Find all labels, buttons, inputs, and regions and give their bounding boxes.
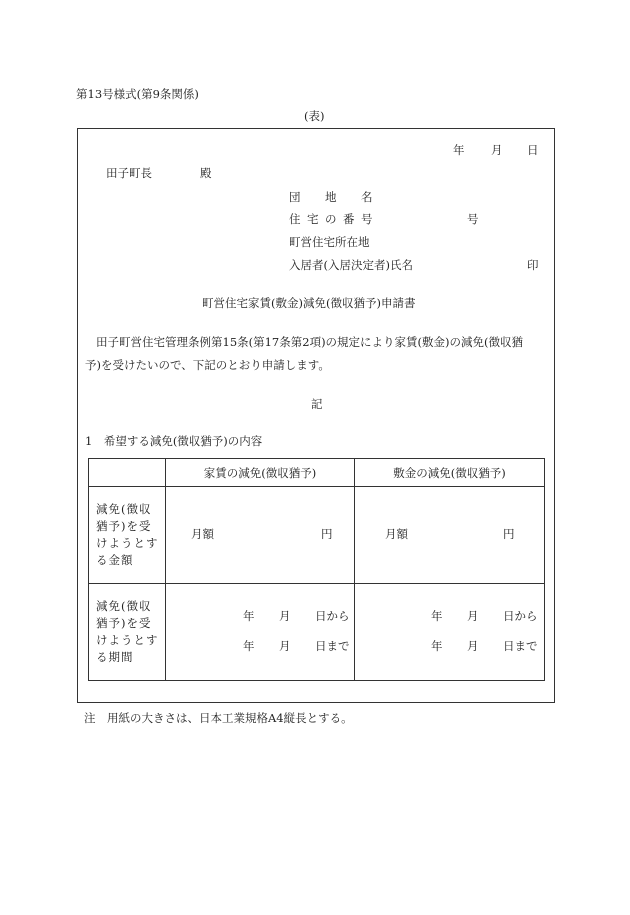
seal-mark: 印 <box>527 258 539 272</box>
deposit-from-month: 月 <box>467 609 479 623</box>
section-heading: 1 希望する減免(徴収猶予)の内容 <box>85 434 263 448</box>
document-title: 町営住宅家賃(敷金)減免(徴収猶予)申請書 <box>202 296 416 310</box>
deposit-from-year: 年 <box>431 609 443 623</box>
jutaku-label-4: 番 <box>343 212 355 226</box>
jutaku-label-2: 宅 <box>307 212 319 226</box>
danchi-label-3: 名 <box>361 190 373 204</box>
deposit-period-cell <box>355 584 545 681</box>
ki-label: 記 <box>311 397 323 411</box>
jutaku-label-1: 住 <box>289 212 301 226</box>
rent-from-year: 年 <box>243 609 255 623</box>
deposit-to-year: 年 <box>431 639 443 653</box>
date-month: 月 <box>491 143 503 157</box>
deposit-from-day: 日から <box>503 609 538 623</box>
rent-to-day: 日まで <box>315 639 350 653</box>
jutaku-label-3: の <box>325 212 337 226</box>
row-amount-label: 減免(徴収猶予)を受けようとする金額 <box>89 487 166 584</box>
header-blank-cell <box>89 459 166 487</box>
body-line-2: 予)を受けたいので、下記のとおり申請します。 <box>85 358 330 372</box>
row-period-label: 減免(徴収猶予)を受けようとする期間 <box>89 584 166 681</box>
rent-from-day: 日から <box>315 609 350 623</box>
rent-to-month: 月 <box>279 639 291 653</box>
addressee-name: 田子町長 <box>106 166 152 180</box>
rent-monthly-label: 月額 <box>191 527 214 541</box>
deposit-to-day: 日まで <box>503 639 538 653</box>
rent-to-year: 年 <box>243 639 255 653</box>
header-deposit: 敷金の減免(徴収猶予) <box>355 459 545 487</box>
date-day: 日 <box>527 143 539 157</box>
deposit-monthly-label: 月額 <box>385 527 408 541</box>
rent-from-month: 月 <box>279 609 291 623</box>
rent-period-cell <box>166 584 355 681</box>
applicant-name-label: 入居者(入居決定者)氏名 <box>289 258 413 272</box>
bango-suffix: 号 <box>467 212 479 226</box>
rent-amount-cell <box>166 487 355 584</box>
danchi-label-2: 地 <box>325 190 337 204</box>
addressee-honorific: 殿 <box>200 166 212 180</box>
footnote: 注 用紙の大きさは、日本工業規格A4縦長とする。 <box>84 711 353 725</box>
address-label: 町営住宅所在地 <box>289 235 370 249</box>
date-year: 年 <box>453 143 465 157</box>
form-number: 第13号様式(第9条関係) <box>76 87 199 101</box>
deposit-yen-label: 円 <box>503 527 515 541</box>
rent-yen-label: 円 <box>321 527 333 541</box>
detail-table <box>88 458 545 681</box>
header-rent: 家賃の減免(徴収猶予) <box>166 459 355 487</box>
body-line-1: 田子町営住宅管理条例第15条(第17条第2項)の規定により家賃(敷金)の減免(徴収猶 <box>96 335 524 349</box>
danchi-label-1: 団 <box>289 190 301 204</box>
deposit-amount-cell <box>355 487 545 584</box>
side-label: (表) <box>304 109 325 123</box>
deposit-to-month: 月 <box>467 639 479 653</box>
jutaku-label-5: 号 <box>361 212 373 226</box>
